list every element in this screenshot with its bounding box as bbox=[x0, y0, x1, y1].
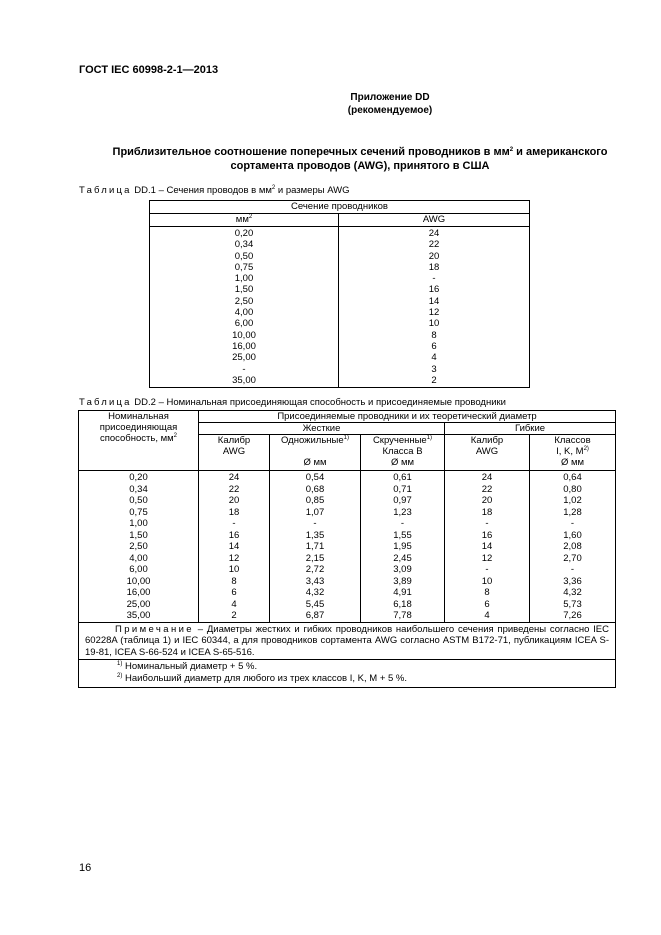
table-cell: 3,36 bbox=[563, 575, 582, 587]
table-cell: 1,00 bbox=[234, 273, 254, 285]
table2-col-stranded bbox=[361, 471, 445, 623]
table-cell: 0,64 bbox=[563, 472, 582, 483]
table-cell: 10 bbox=[428, 318, 440, 330]
table-cell: 0,75 bbox=[234, 261, 254, 273]
table-cell: 3,09 bbox=[393, 564, 412, 575]
table-cell: 5,45 bbox=[305, 598, 325, 610]
table-cell: 16 bbox=[428, 284, 440, 296]
table-cell: 6 bbox=[484, 598, 490, 610]
table-cell: 6 bbox=[231, 587, 237, 598]
document-code: ГОСТ IEC 60998-2-1—2013 bbox=[79, 64, 219, 76]
table-cell: 4,32 bbox=[563, 587, 582, 598]
table-cell: 10 bbox=[481, 575, 493, 587]
table-cell: 4 bbox=[484, 610, 490, 621]
table-cell: - bbox=[400, 518, 405, 529]
table-cell: 5,73 bbox=[563, 598, 582, 610]
table2-note: Примечание – Диаметры жестких и гибких проводников наибольшего сечения приведены согласно IEC 60228A (таблица 1) и IEC 60344, а для проводников сортамента AWG согласно ASTM B172-71, публикациям ICEA S-19-81, ICEA S-66-524 и ICEA S-65-516. bbox=[79, 622, 616, 660]
table-cell: 12 bbox=[228, 552, 240, 564]
table-cell: 2 bbox=[231, 610, 237, 621]
table-cell: 7,26 bbox=[563, 610, 582, 621]
table-cell: - bbox=[232, 518, 236, 529]
table-cell: 3,89 bbox=[393, 575, 412, 587]
table-cell: 24 bbox=[428, 228, 440, 239]
table1-awg-column bbox=[339, 227, 530, 388]
table-cell: 0,20 bbox=[234, 228, 254, 239]
table-cell: 16,00 bbox=[126, 587, 151, 598]
table2-header-classes: Классов I, K, $M^{2)}$ Ø мм bbox=[530, 435, 616, 471]
table2-header-flex-awg: Калибр AWG bbox=[445, 435, 530, 471]
table-cell: 24 bbox=[481, 472, 493, 483]
table-cell: 1,28 bbox=[563, 506, 582, 518]
section-title bbox=[100, 145, 620, 173]
table2-header-solid: Одножильные$^{1)}$ Ø мм bbox=[270, 435, 361, 471]
table-cell: 0,50 bbox=[234, 250, 254, 262]
table-cell: 1,71 bbox=[305, 541, 325, 552]
table-cell: 4,00 bbox=[234, 307, 254, 319]
table-cell: 0,85 bbox=[305, 495, 325, 506]
table2-nominal-capacity bbox=[78, 410, 616, 688]
title-line-1: Приблизительное соотношение поперечных сечений проводников в $мм^2$ и американского bbox=[112, 146, 608, 158]
table-cell: - bbox=[485, 564, 489, 575]
table-cell: 12 bbox=[428, 307, 440, 319]
table1-conductor-sections bbox=[149, 200, 530, 388]
title-line-2: сортамента проводов (AWG), принятого в США bbox=[230, 160, 490, 172]
table-cell: - bbox=[485, 518, 489, 529]
table2-col-flex-awg bbox=[445, 471, 530, 623]
page-number: 16 bbox=[79, 862, 92, 874]
table-cell: 18 bbox=[428, 261, 440, 273]
table2-header-stranded: Скрученные$^{1)}$ Класса В Ø мм bbox=[361, 435, 445, 471]
table-cell: 1,07 bbox=[305, 506, 325, 518]
table2-col-flex-diameter bbox=[530, 471, 616, 623]
table-cell: 2,72 bbox=[305, 564, 325, 575]
table-cell: 1,55 bbox=[393, 529, 412, 541]
table-cell: 22 bbox=[481, 483, 493, 495]
table-cell: 22 bbox=[428, 239, 440, 251]
table1-caption: Таблица DD.1 – Сечения проводов в $мм^2$ и размеры AWG bbox=[79, 185, 350, 196]
appendix-label: Приложение DD bbox=[350, 92, 430, 103]
table-cell: 12 bbox=[481, 552, 493, 564]
table-cell: - bbox=[242, 363, 246, 375]
table-cell: 25,00 bbox=[232, 352, 256, 364]
table2-header-flexible: Гибкие bbox=[445, 423, 616, 435]
table-cell: 1,00 bbox=[129, 518, 148, 529]
table-cell: 8 bbox=[231, 575, 237, 587]
table-cell: 7,78 bbox=[393, 610, 412, 621]
table-cell: 1,60 bbox=[563, 529, 582, 541]
table-cell: - bbox=[570, 518, 575, 529]
table-cell: 6,00 bbox=[234, 318, 254, 330]
table2-caption: Таблица DD.2 – Номинальная присоединяющая способность и присоединяемые проводники bbox=[79, 397, 506, 408]
table-cell: 1,50 bbox=[129, 529, 148, 541]
table-cell: 1,95 bbox=[393, 541, 412, 552]
table-cell: 4,00 bbox=[129, 552, 148, 564]
table-cell: 8 bbox=[484, 587, 490, 598]
table-cell: 20 bbox=[228, 495, 240, 506]
table-cell: 0,20 bbox=[129, 472, 148, 483]
table-cell: 6,87 bbox=[305, 610, 325, 621]
table2-col-nominal bbox=[79, 471, 199, 623]
table-cell: 35,00 bbox=[126, 610, 151, 621]
table-cell: 20 bbox=[428, 250, 440, 262]
table-cell: 14 bbox=[228, 541, 240, 552]
table2-footnotes bbox=[79, 660, 616, 688]
table-cell: 0,75 bbox=[129, 506, 148, 518]
table2-header-group: Присоединяемые проводники и их теоретический диаметр bbox=[199, 411, 616, 423]
table-cell: 0,54 bbox=[305, 472, 325, 483]
table1-mm-column bbox=[150, 227, 339, 388]
table-cell: 16 bbox=[228, 529, 240, 541]
table2-header-rigid: Жесткие bbox=[199, 423, 445, 435]
table-cell: 1,50 bbox=[234, 284, 254, 296]
table-cell: 25,00 bbox=[126, 598, 151, 610]
table-cell: 4,91 bbox=[393, 587, 412, 598]
table1-col-awg: AWG bbox=[339, 214, 530, 227]
table2-col-solid bbox=[270, 471, 361, 623]
table-cell: 20 bbox=[481, 495, 493, 506]
table-cell: - bbox=[313, 518, 317, 529]
table-cell: 0,34 bbox=[129, 483, 148, 495]
table-cell: 0,71 bbox=[393, 483, 412, 495]
table-cell: 2,50 bbox=[129, 541, 148, 552]
table-cell: 22 bbox=[228, 483, 240, 495]
table-cell: 16,00 bbox=[232, 340, 256, 352]
table-cell: 0,97 bbox=[393, 495, 412, 506]
table-cell: 14 bbox=[428, 295, 440, 307]
table-cell: - bbox=[570, 564, 575, 575]
table-cell: - bbox=[432, 273, 436, 285]
table-cell: 6 bbox=[431, 340, 437, 352]
table-cell: 1,02 bbox=[563, 495, 582, 506]
table-cell: 2,50 bbox=[234, 295, 254, 307]
table-cell: 16 bbox=[481, 529, 493, 541]
table-cell: 1,23 bbox=[393, 506, 412, 518]
appendix-heading bbox=[300, 91, 480, 117]
table1-col-mm: $мм^2$ bbox=[150, 214, 339, 227]
table-cell: 18 bbox=[481, 506, 493, 518]
table-cell: 0,80 bbox=[563, 483, 582, 495]
table-cell: 10,00 bbox=[232, 329, 256, 341]
table-cell: 2 bbox=[431, 374, 437, 386]
table2-header-rigid-awg: Калибр AWG bbox=[199, 435, 270, 471]
table-cell: 0,34 bbox=[234, 239, 254, 251]
table-cell: 4 bbox=[431, 352, 437, 364]
table-cell: 6,18 bbox=[393, 598, 412, 610]
table-cell: 2,15 bbox=[305, 552, 325, 564]
table-cell: 4 bbox=[231, 598, 237, 610]
table-cell: 18 bbox=[228, 506, 240, 518]
table-cell: 8 bbox=[431, 329, 437, 341]
table-cell: 1,35 bbox=[305, 529, 325, 541]
table1-group-header: Сечение проводников bbox=[150, 201, 530, 214]
table-cell: 14 bbox=[481, 541, 493, 552]
table2-header-nominal: Номинальная присоединяющая способность, $мм^2$ bbox=[79, 411, 199, 471]
table-cell: 10,00 bbox=[126, 575, 151, 587]
footnote-2: $^{2)}$ Наибольший диаметр для любого из трех классов I, K, M + 5 %. bbox=[117, 673, 408, 684]
table-cell: 3,43 bbox=[305, 575, 325, 587]
table-cell: 2,08 bbox=[563, 541, 582, 552]
table-cell: 24 bbox=[228, 472, 240, 483]
table-cell: 2,70 bbox=[563, 552, 582, 564]
table2-col-rigid-awg bbox=[199, 471, 270, 623]
table-cell: 0,61 bbox=[393, 472, 412, 483]
table-cell: 0,68 bbox=[305, 483, 325, 495]
table-cell: 35,00 bbox=[232, 374, 256, 386]
table-cell: 2,45 bbox=[393, 552, 412, 564]
footnote-1: $^{1)}$ Номинальный диаметр + 5 %. bbox=[117, 661, 258, 672]
appendix-status: (рекомендуемое) bbox=[347, 105, 433, 116]
table-cell: 10 bbox=[228, 564, 240, 575]
table-cell: 3 bbox=[431, 363, 437, 375]
table-cell: 6,00 bbox=[129, 564, 148, 575]
table-cell: 4,32 bbox=[305, 587, 325, 598]
table-cell: 0,50 bbox=[129, 495, 148, 506]
